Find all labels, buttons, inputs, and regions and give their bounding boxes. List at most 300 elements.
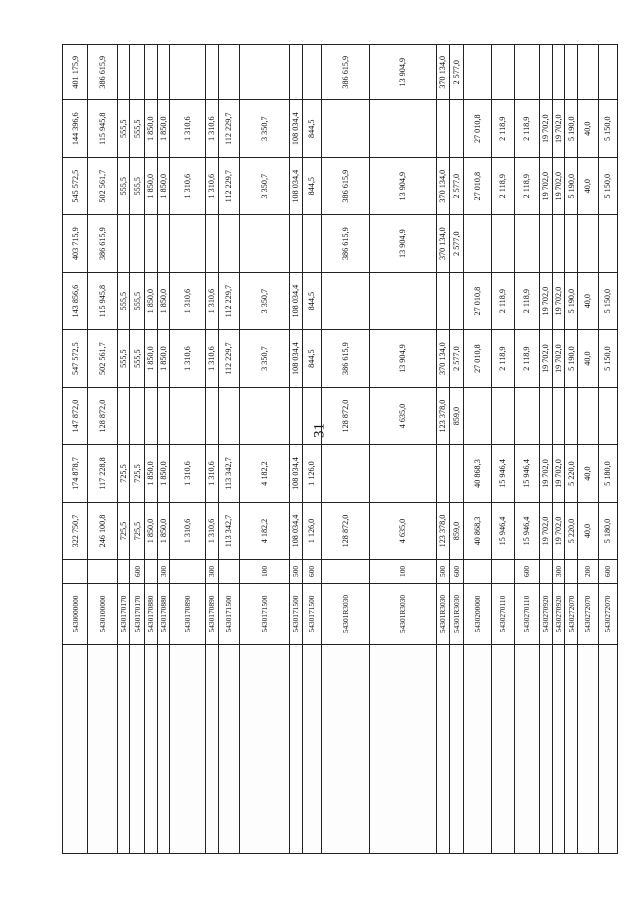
amount-cell: 1 850,0 <box>157 502 170 559</box>
amount-cell: 40 868,3 <box>464 445 491 502</box>
amount-cell <box>321 272 369 329</box>
amount-cell: 123 378,0 <box>437 387 450 444</box>
amount-cell <box>289 215 302 272</box>
amount-cell <box>130 387 145 444</box>
expense-group-cell <box>321 560 369 583</box>
row-description <box>540 645 553 854</box>
budget-code-cell: 5430171500 <box>302 583 321 645</box>
expense-group-cell <box>565 560 578 583</box>
budget-code-cell: 54301R3030 <box>437 583 450 645</box>
amount-cell: 112 229,7 <box>218 272 239 329</box>
amount-cell <box>514 45 539 100</box>
amount-cell: 1 310,6 <box>170 272 206 329</box>
amount-cell: 2 118,9 <box>491 330 514 387</box>
table-row <box>218 45 239 854</box>
row-description <box>449 645 464 854</box>
table-row <box>577 45 598 854</box>
amount-cell: 555,5 <box>117 330 130 387</box>
amount-cell: 502 561,7 <box>88 157 117 214</box>
amount-cell <box>565 387 578 444</box>
amount-cell: 40,0 <box>577 157 598 214</box>
amount-cell: 1 850,0 <box>144 272 157 329</box>
amount-cell <box>239 215 289 272</box>
amount-cell: 2 577,0 <box>449 215 464 272</box>
amount-cell <box>369 272 436 329</box>
amount-cell: 1 310,6 <box>205 330 218 387</box>
amount-cell: 859,0 <box>449 502 464 559</box>
amount-cell <box>565 45 578 100</box>
amount-cell <box>437 445 450 502</box>
amount-cell <box>205 215 218 272</box>
amount-cell: 5 190,0 <box>565 157 578 214</box>
amount-cell: 19 702,0 <box>552 502 565 559</box>
amount-cell: 403 715,9 <box>63 215 88 272</box>
amount-cell: 113 342,7 <box>218 502 239 559</box>
amount-cell: 1 310,6 <box>170 100 206 157</box>
budget-code-cell: 5430270920 <box>540 583 553 645</box>
amount-cell <box>170 387 206 444</box>
row-description <box>565 645 578 854</box>
expense-group-cell: 600 <box>449 560 464 583</box>
amount-cell: 144 396,6 <box>63 100 88 157</box>
amount-cell: 40,0 <box>577 502 598 559</box>
expense-group-cell <box>491 560 514 583</box>
amount-cell: 5 150,0 <box>598 157 617 214</box>
amount-cell <box>218 215 239 272</box>
amount-cell: 1 850,0 <box>157 445 170 502</box>
table-row <box>117 45 130 854</box>
amount-cell <box>170 215 206 272</box>
amount-cell <box>540 215 553 272</box>
amount-cell <box>239 387 289 444</box>
amount-cell <box>144 45 157 100</box>
amount-cell <box>437 272 450 329</box>
budget-code-cell: 5430170890 <box>170 583 206 645</box>
amount-cell <box>205 387 218 444</box>
amount-cell: 1 850,0 <box>144 502 157 559</box>
amount-cell: 108 034,4 <box>289 100 302 157</box>
amount-cell: 4 635,0 <box>369 502 436 559</box>
expense-group-cell <box>218 560 239 583</box>
amount-cell: 322 750,7 <box>63 502 88 559</box>
amount-cell: 859,0 <box>449 387 464 444</box>
amount-cell: 128 872,0 <box>321 502 369 559</box>
amount-cell: 4 182,2 <box>239 445 289 502</box>
budget-code-cell: 5430170170 <box>130 583 145 645</box>
amount-cell: 5 220,0 <box>565 445 578 502</box>
amount-cell: 27 010,8 <box>464 157 491 214</box>
amount-cell: 19 702,0 <box>552 272 565 329</box>
amount-cell: 2 118,9 <box>514 330 539 387</box>
table-row <box>130 45 145 854</box>
amount-cell: 5 180,0 <box>598 502 617 559</box>
amount-cell: 40,0 <box>577 272 598 329</box>
amount-cell: 27 010,8 <box>464 330 491 387</box>
amount-cell: 19 702,0 <box>540 100 553 157</box>
budget-code-cell: 5430171500 <box>289 583 302 645</box>
amount-cell <box>218 45 239 100</box>
amount-cell: 555,5 <box>130 330 145 387</box>
amount-cell: 143 856,6 <box>63 272 88 329</box>
table-row <box>63 45 88 854</box>
amount-cell <box>464 215 491 272</box>
amount-cell: 1 850,0 <box>157 157 170 214</box>
expense-group-cell: 600 <box>598 560 617 583</box>
amount-cell: 117 228,8 <box>88 445 117 502</box>
table-row <box>239 45 289 854</box>
table-row <box>598 45 617 854</box>
amount-cell: 147 872,0 <box>63 387 88 444</box>
amount-cell <box>170 45 206 100</box>
expense-group-cell <box>464 560 491 583</box>
amount-cell: 2 118,9 <box>514 157 539 214</box>
amount-cell: 844,5 <box>302 100 321 157</box>
amount-cell: 5 150,0 <box>598 100 617 157</box>
row-description <box>302 645 321 854</box>
amount-cell: 386 615,9 <box>88 215 117 272</box>
amount-cell: 502 561,7 <box>88 330 117 387</box>
amount-cell <box>491 215 514 272</box>
amount-cell: 112 229,7 <box>218 157 239 214</box>
amount-cell <box>449 445 464 502</box>
table-row <box>514 45 539 854</box>
table-row <box>491 45 514 854</box>
table-row <box>369 45 436 854</box>
amount-cell <box>302 45 321 100</box>
amount-cell: 1 310,6 <box>205 272 218 329</box>
amount-cell: 545 572,5 <box>63 157 88 214</box>
expense-group-cell: 500 <box>437 560 450 583</box>
amount-cell <box>464 45 491 100</box>
table-body <box>63 45 618 854</box>
amount-cell: 115 945,8 <box>88 100 117 157</box>
amount-cell: 1 850,0 <box>144 330 157 387</box>
row-description <box>369 645 436 854</box>
amount-cell: 115 945,8 <box>88 272 117 329</box>
amount-cell: 13 904,9 <box>369 45 436 100</box>
amount-cell: 370 134,0 <box>437 215 450 272</box>
expense-group-cell: 200 <box>577 560 598 583</box>
expense-group-cell: 300 <box>157 560 170 583</box>
amount-cell: 13 904,9 <box>369 330 436 387</box>
amount-cell: 844,5 <box>302 272 321 329</box>
budget-table <box>62 44 618 854</box>
amount-cell: 1 126,0 <box>302 502 321 559</box>
amount-cell: 725,5 <box>117 502 130 559</box>
table-row <box>540 45 553 854</box>
amount-cell: 386 615,9 <box>321 215 369 272</box>
amount-cell: 370 134,0 <box>437 330 450 387</box>
row-description <box>577 645 598 854</box>
amount-cell <box>117 215 130 272</box>
amount-cell: 547 572,5 <box>63 330 88 387</box>
amount-cell: 174 878,7 <box>63 445 88 502</box>
table-row <box>437 45 450 854</box>
amount-cell: 370 134,0 <box>437 45 450 100</box>
budget-code-cell: 5430000000 <box>63 583 88 645</box>
amount-cell <box>598 387 617 444</box>
amount-cell: 2 118,9 <box>491 157 514 214</box>
amount-cell: 128 872,0 <box>321 387 369 444</box>
budget-code-cell: 5430272070 <box>565 583 578 645</box>
amount-cell: 3 350,7 <box>239 100 289 157</box>
amount-cell <box>157 45 170 100</box>
amount-cell: 555,5 <box>130 157 145 214</box>
row-description <box>491 645 514 854</box>
amount-cell <box>130 45 145 100</box>
amount-cell: 1 310,6 <box>170 502 206 559</box>
budget-code-cell: 5430200000 <box>464 583 491 645</box>
table-row <box>321 45 369 854</box>
table-row <box>565 45 578 854</box>
amount-cell <box>552 387 565 444</box>
amount-cell: 3 350,7 <box>239 157 289 214</box>
row-description <box>130 645 145 854</box>
amount-cell: 1 310,6 <box>205 157 218 214</box>
amount-cell: 19 702,0 <box>540 502 553 559</box>
amount-cell: 386 615,9 <box>321 157 369 214</box>
amount-cell <box>289 387 302 444</box>
amount-cell: 386 615,9 <box>321 45 369 100</box>
row-description <box>598 645 617 854</box>
amount-cell: 123 378,0 <box>437 502 450 559</box>
row-description <box>88 645 117 854</box>
amount-cell: 108 034,4 <box>289 330 302 387</box>
amount-cell: 2 118,9 <box>514 272 539 329</box>
budget-code-cell: 5430270110 <box>514 583 539 645</box>
expense-group-cell: 300 <box>552 560 565 583</box>
budget-code-cell: 5430170170 <box>117 583 130 645</box>
budget-code-cell: 5430100000 <box>88 583 117 645</box>
amount-cell: 4 182,2 <box>239 502 289 559</box>
amount-cell <box>577 387 598 444</box>
amount-cell <box>117 45 130 100</box>
table-row <box>552 45 565 854</box>
amount-cell: 15 946,4 <box>514 502 539 559</box>
amount-cell <box>321 445 369 502</box>
amount-cell: 5 220,0 <box>565 502 578 559</box>
amount-cell: 40,0 <box>577 330 598 387</box>
amount-cell: 2 118,9 <box>491 272 514 329</box>
amount-cell: 108 034,4 <box>289 272 302 329</box>
amount-cell: 5 190,0 <box>565 330 578 387</box>
table-row <box>205 45 218 854</box>
amount-cell: 1 310,6 <box>205 445 218 502</box>
amount-cell <box>157 387 170 444</box>
amount-cell <box>540 45 553 100</box>
amount-cell: 128 872,0 <box>88 387 117 444</box>
amount-cell: 19 702,0 <box>552 445 565 502</box>
row-description <box>170 645 206 854</box>
amount-cell: 40 868,3 <box>464 502 491 559</box>
amount-cell: 1 850,0 <box>157 272 170 329</box>
budget-code-cell: 54301R3030 <box>369 583 436 645</box>
amount-cell <box>598 45 617 100</box>
amount-cell: 3 350,7 <box>239 272 289 329</box>
budget-code-cell: 5430170890 <box>205 583 218 645</box>
amount-cell <box>302 215 321 272</box>
amount-cell: 844,5 <box>302 330 321 387</box>
expense-group-cell <box>144 560 157 583</box>
amount-cell <box>598 215 617 272</box>
amount-cell <box>130 215 145 272</box>
amount-cell: 1 310,6 <box>170 157 206 214</box>
amount-cell <box>464 387 491 444</box>
amount-cell: 2 118,9 <box>514 100 539 157</box>
amount-cell: 108 034,4 <box>289 502 302 559</box>
amount-cell: 5 180,0 <box>598 445 617 502</box>
amount-cell: 19 702,0 <box>540 272 553 329</box>
amount-cell: 13 904,9 <box>369 157 436 214</box>
amount-cell <box>369 445 436 502</box>
amount-cell: 5 190,0 <box>565 272 578 329</box>
budget-code-cell: 5430272070 <box>598 583 617 645</box>
amount-cell <box>552 45 565 100</box>
amount-cell: 27 010,8 <box>464 272 491 329</box>
budget-code-cell: 5430171500 <box>239 583 289 645</box>
table-row <box>88 45 117 854</box>
row-description <box>514 645 539 854</box>
amount-cell: 2 577,0 <box>449 157 464 214</box>
row-description <box>289 645 302 854</box>
budget-code-cell: 5430270110 <box>491 583 514 645</box>
amount-cell: 555,5 <box>130 272 145 329</box>
expense-group-cell: 100 <box>369 560 436 583</box>
amount-cell <box>144 387 157 444</box>
budget-code-cell: 5430270920 <box>552 583 565 645</box>
amount-cell <box>289 45 302 100</box>
amount-cell: 5 150,0 <box>598 272 617 329</box>
amount-cell: 3 350,7 <box>239 330 289 387</box>
amount-cell: 4 635,0 <box>369 387 436 444</box>
table-row <box>170 45 206 854</box>
amount-cell <box>321 100 369 157</box>
expense-group-cell: 600 <box>302 560 321 583</box>
budget-code-cell: 5430170880 <box>144 583 157 645</box>
amount-cell: 555,5 <box>117 100 130 157</box>
amount-cell <box>437 100 450 157</box>
amount-cell: 2 577,0 <box>449 330 464 387</box>
amount-cell: 725,5 <box>130 445 145 502</box>
amount-cell: 2 577,0 <box>449 45 464 100</box>
expense-group-cell: 600 <box>130 560 145 583</box>
row-description <box>157 645 170 854</box>
row-description <box>205 645 218 854</box>
row-description <box>218 645 239 854</box>
row-description <box>321 645 369 854</box>
amount-cell: 40,0 <box>577 100 598 157</box>
amount-cell: 1 310,6 <box>205 100 218 157</box>
budget-code-cell: 54301R3030 <box>321 583 369 645</box>
amount-cell: 1 850,0 <box>144 445 157 502</box>
amount-cell <box>565 215 578 272</box>
expense-group-cell <box>88 560 117 583</box>
amount-cell: 19 702,0 <box>540 157 553 214</box>
amount-cell: 40,0 <box>577 445 598 502</box>
amount-cell: 13 904,9 <box>369 215 436 272</box>
amount-cell: 246 100,8 <box>88 502 117 559</box>
table-row <box>144 45 157 854</box>
amount-cell <box>577 215 598 272</box>
amount-cell: 15 946,4 <box>514 445 539 502</box>
row-description <box>239 645 289 854</box>
amount-cell: 1 310,6 <box>170 330 206 387</box>
amount-cell <box>577 45 598 100</box>
amount-cell: 1 850,0 <box>157 100 170 157</box>
table-row <box>302 45 321 854</box>
amount-cell: 27 010,8 <box>464 100 491 157</box>
expense-group-cell: 600 <box>514 560 539 583</box>
amount-cell <box>449 272 464 329</box>
amount-cell <box>552 215 565 272</box>
amount-cell: 19 702,0 <box>552 330 565 387</box>
row-description <box>464 645 491 854</box>
amount-cell: 386 615,9 <box>321 330 369 387</box>
amount-cell: 5 190,0 <box>565 100 578 157</box>
expense-group-cell: 100 <box>239 560 289 583</box>
amount-cell: 1 310,6 <box>170 445 206 502</box>
expense-group-cell <box>540 560 553 583</box>
row-description <box>63 645 88 854</box>
amount-cell <box>302 387 321 444</box>
amount-cell <box>117 387 130 444</box>
expense-group-cell <box>170 560 206 583</box>
amount-cell: 844,5 <box>302 157 321 214</box>
budget-code-cell: 5430272070 <box>577 583 598 645</box>
amount-cell: 555,5 <box>130 100 145 157</box>
amount-cell <box>369 100 436 157</box>
budget-table-container <box>62 44 618 854</box>
amount-cell <box>218 387 239 444</box>
amount-cell <box>491 45 514 100</box>
amount-cell: 1 850,0 <box>144 157 157 214</box>
amount-cell: 15 946,4 <box>491 502 514 559</box>
expense-group-cell: 500 <box>289 560 302 583</box>
amount-cell <box>449 100 464 157</box>
amount-cell: 112 229,7 <box>218 330 239 387</box>
amount-cell <box>157 215 170 272</box>
amount-cell <box>514 387 539 444</box>
amount-cell: 108 034,4 <box>289 157 302 214</box>
amount-cell: 108 034,4 <box>289 445 302 502</box>
amount-cell <box>144 215 157 272</box>
amount-cell: 2 118,9 <box>491 100 514 157</box>
budget-code-cell: 5430171500 <box>218 583 239 645</box>
page-number: 31 <box>311 423 328 438</box>
amount-cell: 370 134,0 <box>437 157 450 214</box>
amount-cell: 1 850,0 <box>144 100 157 157</box>
row-description <box>437 645 450 854</box>
amount-cell: 725,5 <box>117 445 130 502</box>
amount-cell: 15 946,4 <box>491 445 514 502</box>
expense-group-cell <box>63 560 88 583</box>
amount-cell: 19 702,0 <box>552 157 565 214</box>
amount-cell: 19 702,0 <box>540 445 553 502</box>
table-row <box>157 45 170 854</box>
expense-group-cell: 300 <box>205 560 218 583</box>
amount-cell: 1 850,0 <box>157 330 170 387</box>
amount-cell: 1 310,6 <box>205 502 218 559</box>
amount-cell <box>491 387 514 444</box>
table-row <box>289 45 302 854</box>
amount-cell <box>239 45 289 100</box>
amount-cell: 555,5 <box>117 157 130 214</box>
amount-cell: 19 702,0 <box>540 330 553 387</box>
row-description <box>552 645 565 854</box>
amount-cell: 401 175,9 <box>63 45 88 100</box>
budget-code-cell: 54301R3030 <box>449 583 464 645</box>
amount-cell: 386 615,9 <box>88 45 117 100</box>
